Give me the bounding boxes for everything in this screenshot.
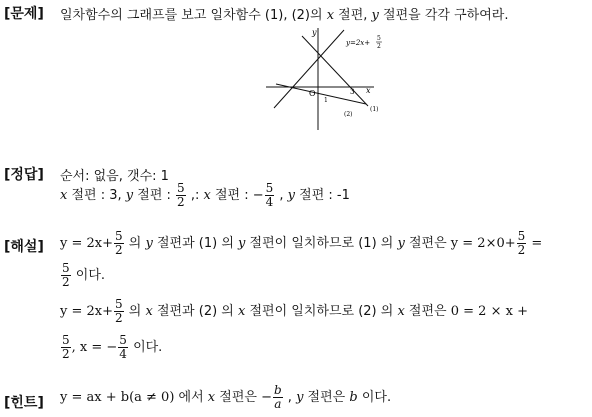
y-axis-label: y <box>312 28 317 37</box>
expl-l3-x3: x <box>397 304 405 319</box>
answer-x1: x <box>60 188 68 203</box>
expl-l1-y1: y <box>145 236 153 251</box>
hint-t5: 이다. <box>357 390 392 405</box>
answer-x2: x <box>203 188 211 203</box>
hint-t2: 절편은 − <box>215 390 272 405</box>
expl-l3-x2: x <box>238 304 246 319</box>
expl-l1-y3: y <box>397 236 405 251</box>
hint-b: b <box>349 390 358 405</box>
expl-l4-frac2 <box>118 334 128 361</box>
expl-l1-t1: 의 <box>124 236 146 251</box>
expl-l3-t3: 절편이 일치하므로 (2) 의 <box>245 304 398 319</box>
expl-l1-eq2-end: = <box>527 236 543 251</box>
expl-l2-frac-num: 5 <box>62 261 70 275</box>
hint-eq: y = ax + b(a ≠ 0) <box>60 390 175 405</box>
expl-l3-frac <box>114 298 124 325</box>
expl-l1-y2: y <box>238 236 246 251</box>
explanation-line3 <box>60 298 528 325</box>
line1-label: (1) <box>370 106 379 113</box>
hint-x: x <box>207 390 216 405</box>
expl-l3-t1: 의 <box>124 304 146 319</box>
explanation-line4 <box>60 334 162 361</box>
equation-label: y=2x+ <box>346 39 371 47</box>
equation-num: 5 <box>377 35 381 42</box>
problem-text <box>60 4 508 23</box>
expl-l4-frac1-den: 2 <box>62 347 70 361</box>
function-graph <box>262 24 394 132</box>
expl-l2-frac-den: 2 <box>62 275 70 289</box>
problem-text-b: 절편, <box>334 8 372 23</box>
hint-t1: 에서 <box>174 390 208 405</box>
answer-y1: y <box>125 188 134 203</box>
expl-l2-frac <box>61 262 71 289</box>
expl-l4-frac1 <box>61 334 71 361</box>
expl-l1-frac2-num: 5 <box>517 229 526 243</box>
problem-text-a: 일차함수의 그래프를 보고 일차함수 (1), (2)의 <box>60 8 327 23</box>
hint-text <box>60 384 391 411</box>
answer-frac1-den: 2 <box>177 195 185 209</box>
hint-frac-den: a <box>274 397 282 411</box>
expl-l4-frac2-num: 5 <box>119 333 127 347</box>
expl-l1-frac <box>114 230 124 257</box>
answer-line1: 순서: 없음, 갯수: 1 <box>60 169 169 184</box>
answer-t3: ,: <box>186 188 204 203</box>
hint-label: [힌트] <box>4 395 44 411</box>
equation-den: 2 <box>377 43 381 50</box>
line2-label: (2) <box>344 111 353 118</box>
expl-l4-t2: 이다. <box>128 340 163 355</box>
expl-l4-frac2-den: 4 <box>119 347 127 361</box>
expl-l1-t3: 절편이 일치하므로 (1) 의 <box>245 236 398 251</box>
expl-l3-t2: 절편과 (2) 의 <box>152 304 238 319</box>
expl-l1-frac-num: 5 <box>115 229 123 243</box>
expl-l1-t2: 절편과 (1) 의 <box>152 236 239 251</box>
problem-label: [문제] <box>4 6 44 22</box>
answer-frac2 <box>265 182 275 209</box>
expl-l1-eq2: y = 2×0+ <box>450 236 516 251</box>
problem-x: x <box>326 8 335 23</box>
expl-l2-t: 이다. <box>71 268 106 283</box>
explanation-line2 <box>60 262 105 289</box>
expl-l3-eq: y = 2x+ <box>60 304 113 319</box>
answer-frac2-num: 5 <box>265 181 274 195</box>
hint-t4: 절편은 <box>303 390 350 405</box>
expl-l1-eq: y = 2x+ <box>60 236 113 251</box>
answer-y2: y <box>287 188 296 203</box>
origin-label: O <box>309 89 316 98</box>
hint-t3: , <box>283 390 297 405</box>
expl-l1-frac2 <box>517 230 527 257</box>
expl-l1-frac-den: 2 <box>115 243 123 257</box>
answer-t6: 절편 : -1 <box>295 188 350 203</box>
answer-t4: 절편 : − <box>210 188 264 203</box>
hint-frac <box>273 384 283 411</box>
hint-y: y <box>296 390 304 405</box>
explanation-line1 <box>60 230 542 257</box>
expl-l1-frac2-den: 2 <box>517 243 526 257</box>
answer-t5: , <box>275 188 288 203</box>
explanation-label: [해설] <box>4 239 44 255</box>
expl-l3-eq2: 0 = 2 × x + <box>450 304 528 319</box>
line2-mark: 1 <box>324 97 328 104</box>
expl-l3-frac-den: 2 <box>115 311 123 325</box>
answer-t1: 절편 : 3, <box>67 188 126 203</box>
answer-frac2-den: 4 <box>265 195 274 209</box>
hint-frac-num: b <box>273 383 282 397</box>
problem-y: y <box>371 8 379 23</box>
answer-line2 <box>60 182 350 209</box>
x-tick-label: 3 <box>350 88 355 96</box>
expl-l1-t4: 절편은 <box>404 236 451 251</box>
x-axis-label: x <box>366 86 371 95</box>
answer-frac1-num: 5 <box>177 181 185 195</box>
answer-t2: 절편 : <box>133 188 176 203</box>
expl-l3-t4: 절편은 <box>404 304 451 319</box>
expl-l3-x1: x <box>145 304 153 319</box>
problem-text-c: 절편을 각각 구하여라. <box>378 8 509 23</box>
answer-label: [정답] <box>4 167 44 183</box>
expl-l4-frac1-num: 5 <box>62 333 70 347</box>
expl-l4-t1: , x = − <box>71 340 118 355</box>
expl-l3-frac-num: 5 <box>115 297 123 311</box>
answer-frac1 <box>176 182 186 209</box>
